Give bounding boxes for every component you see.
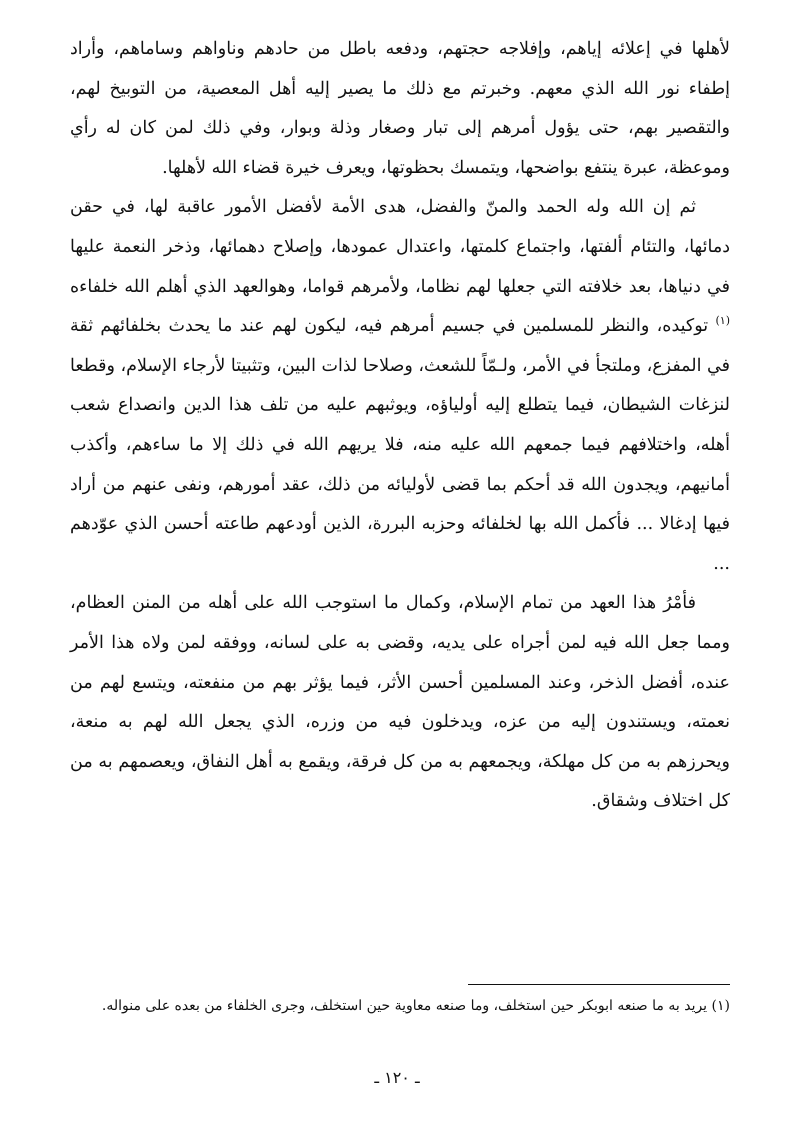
paragraph-3: فأمْرُ هذا العهد من تمام الإسلام، وكمال ما استوجب الله على أهله من المنن العظام، ومما جعل الله فيه لمن أجراه على يديه، وقضى به على لسانه، ووفقه لمن ولاه هذا الأمر عنده، أفضل الذخر، وعند المسلمين أحسن الأثر، فيما يؤثر بهم من منفعته، ويتسع لهم من نعمته، ويستندون إليه من عزه، ويدخلون فيه من وزره، الذي يجعل الله لهم به منعة، ويحرزهم به من كل مهلكة، ويجمعهم به من كل فرقة، ويقمع به أهل النفاق، ويعصمهم به من كل اختلاف وشقاق. (70, 593, 730, 812)
footnote-text: (١) يريد به ما صنعه ابوبكر حين استخلف، وما صنعه معاوية حين استخلف، وجرى الخلفاء من بعده على منواله. (101, 998, 730, 1014)
paragraph-2 (70, 188, 730, 584)
footnote-divider (468, 984, 730, 985)
paragraph-1: لأهلها في إعلائه إياهم، وإفلاجه حجتهم، ودفعه باطل من حادهم وناواهم وساماهم، وأراد إطفاء نور الله الذي معهم. وخبرتم مع ذلك ما يصير إليه أهل المعصية، من التوبيخ لهم، والتقصير بهم، حتى يؤول أمرهم إلى تبار وصغار وذلة وبوار، وفي ذلك لمن كان له رأي وموعظة، عبرة ينتفع بواضحها، ويتمسك بحظوتها، ويعرف خيرة قضاء الله لأهلها. (70, 39, 730, 178)
paragraph-2-text-start: ثم إن الله وله الحمد والمنّ والفضل، هدى الأمة لأفضل الأمور عاقبة لها، في حقن دمائها، والتئام ألفتها، واجتماع كلمتها، واعتدال عمودها، وإصلاح دهمائها، وذخر النعمة عليها في دنياها، بعد خلافته التي جعلها لهم نظاما، ولأمرهم قواما، وهوالعهد الذي أهلم الله خلفاءه (70, 197, 730, 297)
page-body (70, 30, 730, 822)
footnote-reference: (١) (715, 314, 730, 328)
paragraph-2-text-end: توكيده، والنظر للمسلمين في جسيم أمرهم فيه، ليكون لهم عند ما يحدث بخلفائهم ثقة في المفزع، وملتجأ في الأمر، ولـمّاً للشعث، وصلاحا لذات البين، وتثبيتا لأرجاء الإسلام، وقطعا لنزغات الشيطان، فيما يتطلع إليه أولياؤه، ويوثبهم عليه من تلف هذا الدين وانصداع شعب أهله، واختلافهم فيما جمعهم الله عليه منه، فلا يريهم الله في ذلك إلا ما ساءهم، وأكذب أمانيهم، ويجدون الله قد أحكم بما قضى لأوليائه من ذلك، عقد أمورهم، ونفى عنهم من أراد فيها إدغالا ... فأكمل الله بها لخلفائه وحزبه البررة، الذين أودعهم طاعته أحسن الذي عوّدهم ... (70, 316, 730, 574)
page-number: ـ ١٢٠ ـ (374, 1068, 420, 1087)
